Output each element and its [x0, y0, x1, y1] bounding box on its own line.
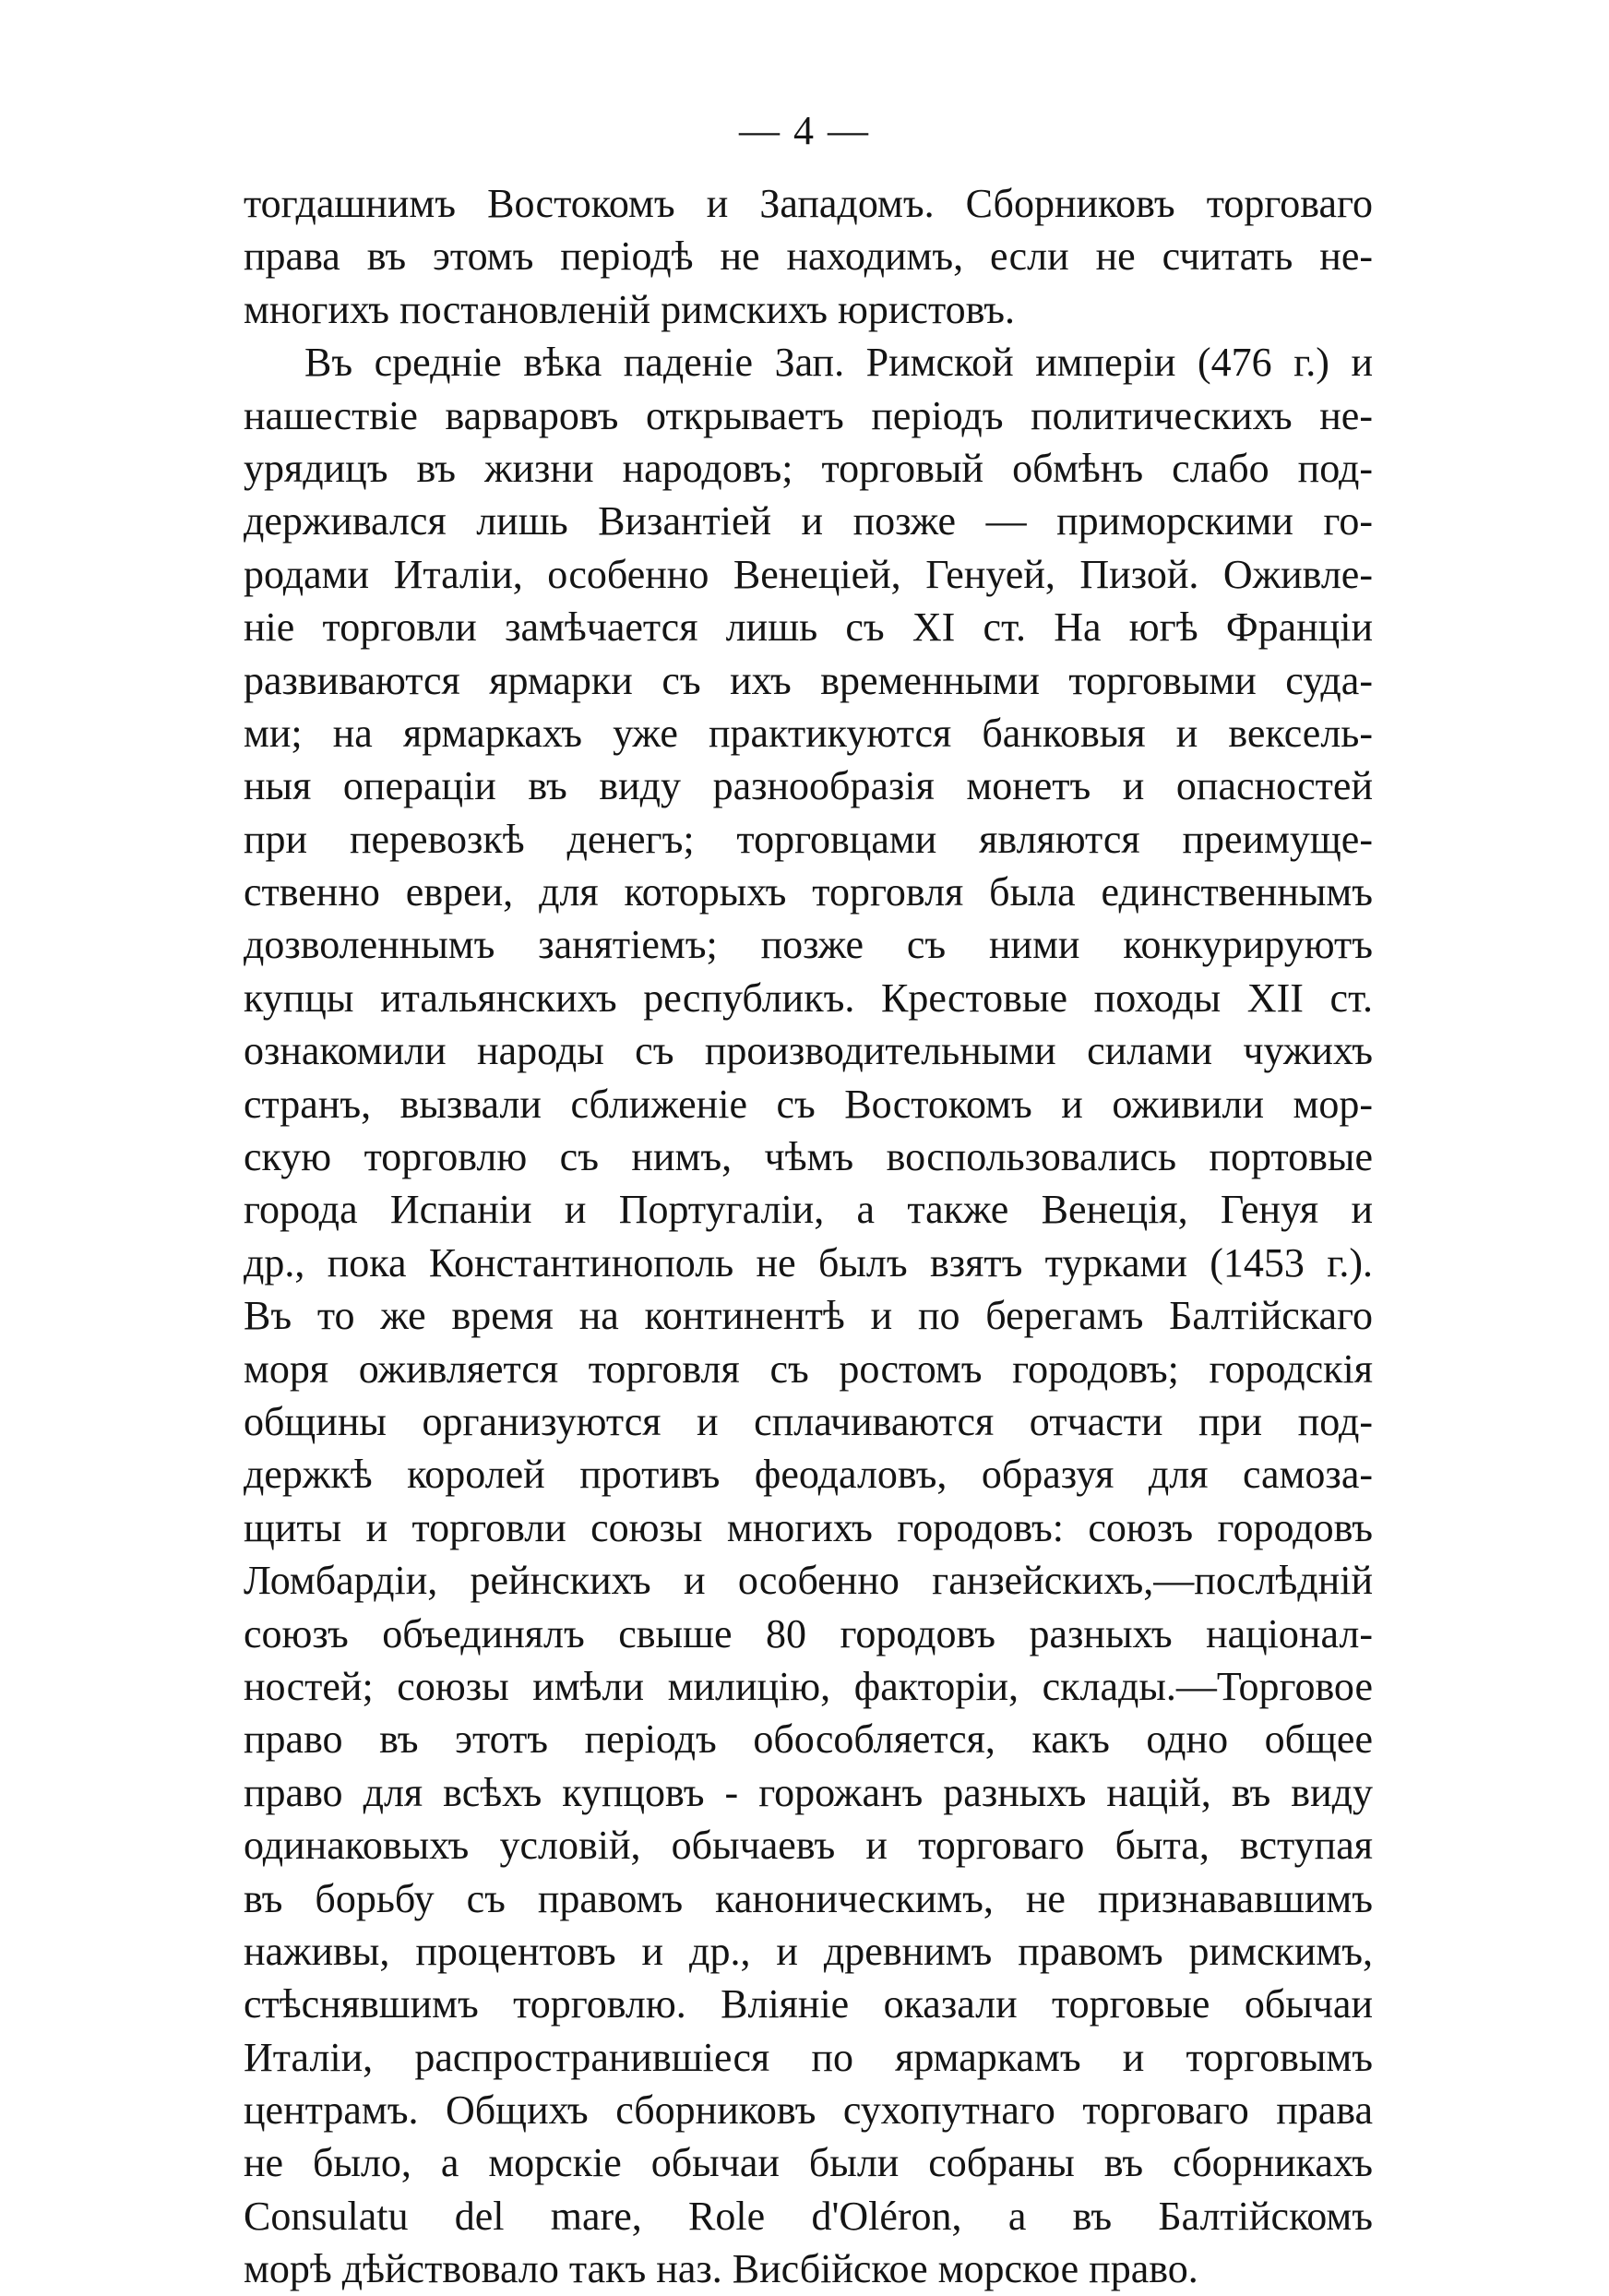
text-line: ознакомили народы съ производительными силами чужихъ — [244, 1028, 1373, 1074]
text-line: Въ средніе вѣка паденіе Зап. Римской имперіи (476 г.) и — [304, 340, 1373, 386]
text-line: скую торговлю съ нимъ, чѣмъ воспользовались портовые — [244, 1134, 1373, 1180]
text-line: одинаковыхъ условій, обычаевъ и торговаго быта, вступая — [244, 1823, 1373, 1869]
text-line: общины организуются и сплачиваются отчасти при под- — [244, 1398, 1373, 1444]
text-line: держкѣ королей противъ феодаловъ, образуя для самоза- — [244, 1452, 1373, 1498]
text-line: моря оживляется торговля съ ростомъ городовъ; городскія — [244, 1345, 1373, 1392]
text-line: право въ этотъ періодъ обособляется, какъ одно общее — [244, 1716, 1373, 1763]
text-line: морѣ дѣйствовало такъ наз. Висбійское морское право. — [244, 2246, 1198, 2292]
body-text — [244, 177, 1373, 2296]
text-line: дозволеннымъ занятіемъ; позже съ ними конкурируютъ — [244, 922, 1373, 968]
text-line: держивался лишь Византіей и позже — приморскими го- — [244, 498, 1373, 544]
paragraph-1 — [244, 177, 1373, 336]
text-line: не было, а морскіе обычаи были собраны въ сборникахъ — [244, 2140, 1373, 2186]
text-line: стѣснявшимъ торговлю. Вліяніе оказали торговые обычаи — [244, 1981, 1373, 2027]
text-line: урядицъ въ жизни народовъ; торговый обмѣнъ слабо под- — [244, 445, 1373, 491]
text-line: родами Италіи, особенно Венеціей, Генуей, Пизой. Оживле- — [244, 551, 1373, 597]
text-line: города Испаніи и Португаліи, а также Венеція, Генуя и — [244, 1187, 1373, 1233]
text-line: тогдашнимъ Востокомъ и Западомъ. Сборниковъ торговаго — [244, 181, 1373, 226]
text-line: ственно евреи, для которыхъ торговля была единственнымъ — [244, 869, 1373, 915]
text-line: центрамъ. Общихъ сборниковъ сухопутнаго торговаго права — [244, 2087, 1373, 2134]
text-line: развиваются ярмарки съ ихъ временными торговыми суда- — [244, 657, 1373, 703]
text-line: права въ этомъ періодѣ не находимъ, если не считать не- — [244, 233, 1373, 280]
text-line: странъ, вызвали сближеніе съ Востокомъ и оживили мор- — [244, 1081, 1373, 1127]
paragraph-2 — [244, 336, 1373, 2295]
text-line: ностей; союзы имѣли милицію, факторіи, склады.—Торговое — [244, 1663, 1373, 1709]
text-line: наживы, процентовъ и др., и древнимъ правомъ римскимъ, — [244, 1928, 1373, 1974]
text-line: при перевозкѣ денегъ; торговцами являются преимуще- — [244, 816, 1373, 862]
text-line: многихъ постановленій римскихъ юристовъ. — [244, 286, 1016, 332]
text-line: Въ то же время на континентѣ и по берегамъ Балтійскаго — [244, 1293, 1373, 1339]
text-line: купцы итальянскихъ республикъ. Крестовые походы XII ст. — [244, 975, 1373, 1021]
text-line: Consulatu del mare, Role d'Oléron, а въ Балтійскомъ — [244, 2193, 1373, 2239]
text-line: Италіи, распространившіеся по ярмаркамъ и торговымъ — [244, 2034, 1373, 2080]
text-line: въ борьбу съ правомъ каноническимъ, не признававшимъ — [244, 1875, 1373, 1921]
text-line: нашествіе варваровъ открываетъ періодъ политическихъ не- — [244, 392, 1373, 438]
text-line: ныя операціи въ виду разнообразія монетъ и опасностей — [244, 763, 1373, 809]
text-line: щиты и торговли союзы многихъ городовъ: союзъ городовъ — [244, 1504, 1373, 1550]
text-line: ми; на ярмаркахъ уже практикуются банковыя и вексель- — [244, 710, 1373, 756]
text-line: право для всѣхъ купцовъ - горожанъ разныхъ націй, въ виду — [244, 1769, 1373, 1815]
page-number: — 4 — — [739, 108, 870, 153]
text-line: др., пока Константинополь не былъ взятъ турками (1453 г.). — [244, 1239, 1373, 1286]
text-line: ніе торговли замѣчается лишь съ XI ст. На югѣ Франціи — [244, 604, 1373, 651]
text-line: Ломбардіи, рейнскихъ и особенно ганзейскихъ,—послѣдній — [244, 1558, 1373, 1604]
text-line: союзъ объединялъ свыше 80 городовъ разныхъ націонал- — [244, 1610, 1373, 1656]
